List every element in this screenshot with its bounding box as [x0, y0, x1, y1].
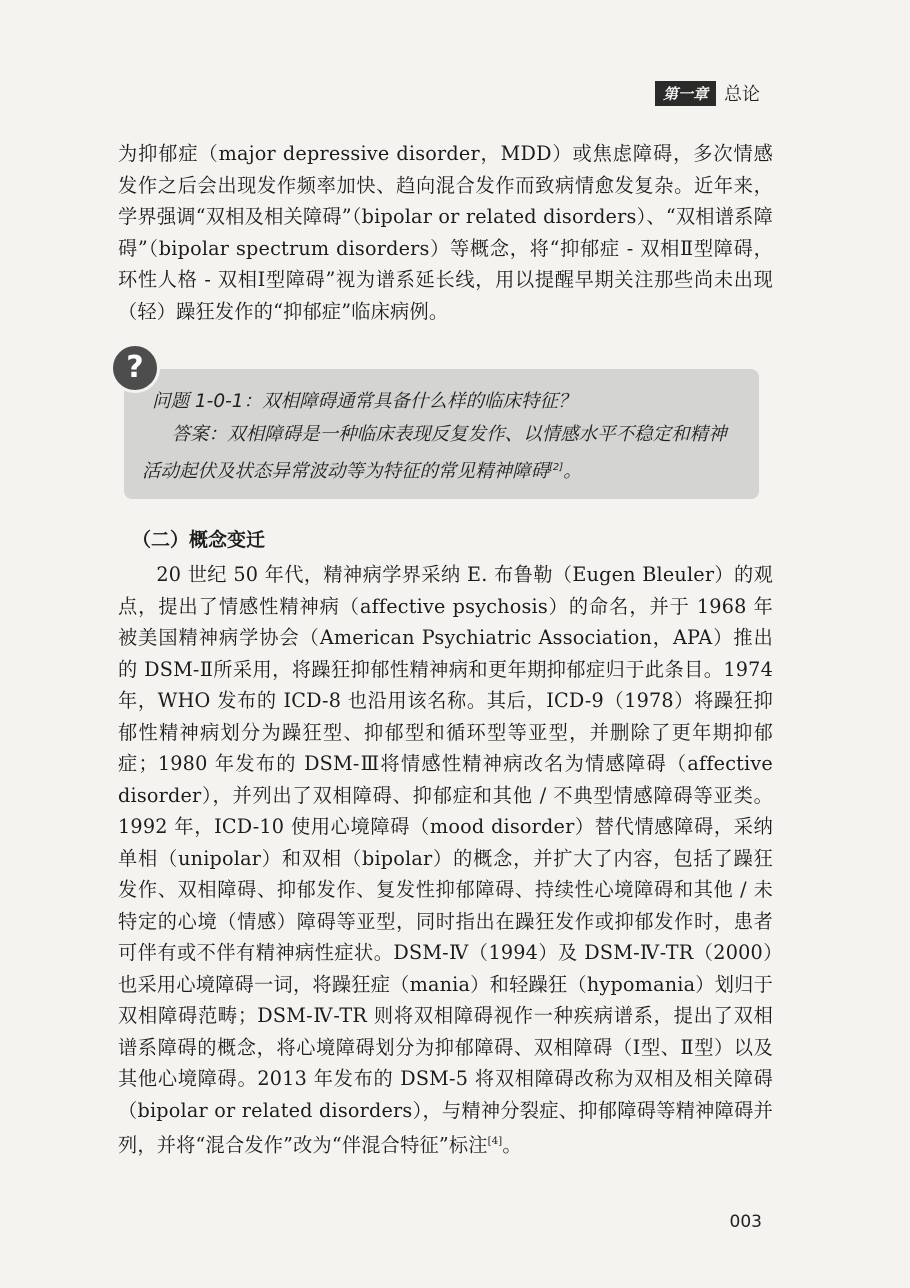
section-body-end: 。 [502, 1133, 522, 1157]
header-title: 总论 [724, 84, 760, 105]
section-body [118, 559, 773, 1161]
page-content [118, 138, 773, 1161]
page-number: 003 [729, 1212, 762, 1232]
section-heading: （二）概念变迁 [132, 529, 266, 551]
intro-paragraph: 为抑郁症（major depressive disorder，MDD）或焦虑障碍，多次情感发作之后会出现发作频率加快、趋向混合发作而致病情愈发复杂。近年来，学界强调“双相及相关障碍”（bipolar or related disorders）、“双相谱系障碍”（bipolar spectrum disorders）等概念，将“抑郁症 - 双相Ⅱ型障碍，环性人格 - 双相Ⅰ型障碍”视为谱系延长线，用以提醒早期关注那些尚未出现（轻）躁狂发作的“抑郁症”临床病例。 [118, 142, 773, 323]
question-mark-icon: ? [110, 343, 160, 393]
running-header [655, 80, 760, 106]
answer-end: 。 [563, 461, 582, 483]
chapter-tag: 第一章 [655, 81, 716, 106]
section-body-text: 20 世纪 50 年代，精神病学界采纳 E. 布鲁勒（Eugen Bleuler）的观点，提出了情感性精神病（affective psychosis）的命名，并于 1968 年被美国精神病学协会（American Psychiatric Association，APA）推出的 DSM-Ⅱ所采用，将躁狂抑郁性精神病和更年期抑郁症归于此条目。1974 年，WHO 发布的 ICD-8 也沿用该名称。其后，ICD-9（1978）将躁狂抑郁性精神病划分为躁狂型、抑郁型和循环型等亚型，并删除了更年期抑郁症；1980 年发布的 DSM-Ⅲ将情感性精神病改名为情感障碍（affective disorder），并列出了双相障碍、抑郁症和其他 / 不典型情感障碍等亚类。1992 年，ICD-10 使用心境障碍（mood disorder）替代情感障碍，采纳单相（unipolar）和双相（bipolar）的概念，并扩大了内容，包括了躁狂发作、双相障碍、抑郁发作、复发性抑郁障碍、持续性心境障碍和其他 / 未特定的心境（情感）障碍等亚型，同时指出在躁狂发作或抑郁发作时，患者可伴有或不伴有精神病性症状。DSM-Ⅳ（1994）及 DSM-Ⅳ-TR（2000）也采用心境障碍一词，将躁狂症（mania）和轻躁狂（hypomania）划归于双相障碍范畴；DSM-Ⅳ-TR 则将双相障碍视作一种疾病谱系，提出了双相谱系障碍的概念，将心境障碍划分为抑郁障碍、双相障碍（Ⅰ型、Ⅱ型）以及其他心境障碍。2013 年发布的 DSM-5 将双相障碍改称为双相及相关障碍（bipolar or related disorders），与精神分裂症、抑郁障碍等精神障碍并列，并将“混合发作”改为“伴混合特征”标注 [118, 563, 773, 1157]
section-citation: [4] [487, 1136, 503, 1147]
question-text: 问题 1-0-1：双相障碍通常具备什么样的临床特征？ [152, 391, 577, 412]
answer-citation: [2] [549, 462, 564, 473]
question-box [124, 350, 759, 499]
answer-body: 答案：双相障碍是一种临床表现反复发作、以情感水平不稳定和精神活动起伏及状态异常波动等为特征的常见精神障碍 [142, 424, 727, 483]
answer-text [142, 418, 745, 488]
